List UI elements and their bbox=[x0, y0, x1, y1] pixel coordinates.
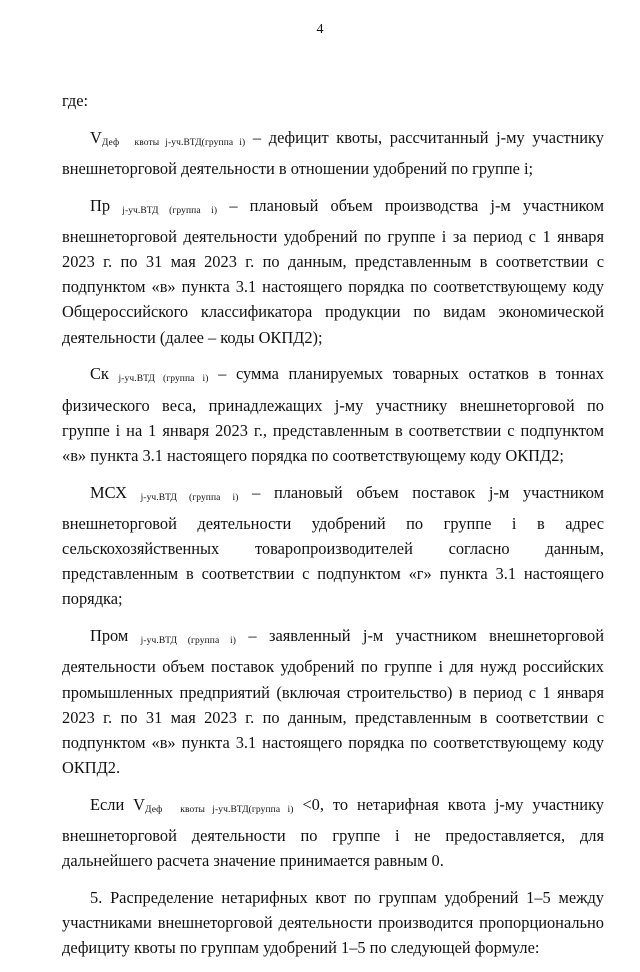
subscript-group: j-уч.ВТД (группа i) bbox=[122, 205, 218, 216]
clause-5: 5. Распределение нетарифных квот по группам удобрений 1–5 между участниками внешнеторговой деятельности производится пропорционально дефициту квоты по группам удобрений 1–5 по следующей формуле: bbox=[62, 887, 604, 958]
symbol-v: V bbox=[133, 794, 146, 814]
subscript-def: Деф bbox=[101, 137, 120, 148]
definition-text: – дефицит квоты, рассчитанный j-му участнику внешнеторговой деятельности в отношении удобрений по группе i; bbox=[62, 127, 604, 178]
definition-deficit bbox=[62, 125, 604, 181]
intro-where: где: bbox=[62, 91, 89, 110]
condition-operator: <0, bbox=[302, 794, 324, 814]
symbol-v: V bbox=[90, 127, 102, 147]
document-body bbox=[62, 88, 604, 972]
definition-text: – сумма планируемых товарных остатков в тоннах физического веса, принадлежащих j-му участнику внешнеторговой по группе i на 1 января 2023 г., представленным в соответствии с подпунктом «в» пункта 3.1 настоящего порядка по соответствующему коду ОКПД2; bbox=[62, 364, 604, 465]
condition-paragraph bbox=[62, 792, 604, 874]
symbol-sk: Ск bbox=[90, 364, 109, 384]
subscript-quota: квоты j-уч.ВТД(группа i) bbox=[134, 137, 246, 148]
definition-production bbox=[62, 193, 604, 350]
definition-stock bbox=[62, 361, 604, 468]
symbol-prom: Пром bbox=[90, 626, 129, 646]
definition-text: – плановый объем поставок j-м участником внешнеторговой деятельности удобрений по группе i в адрес сельскохозяйственных товаропроизводителей согласно данным, представленным в соответствии с подпунктом «г» пункта 3.1 настоящего порядка; bbox=[62, 482, 604, 609]
definition-text: – заявленный j-м участником внешнеторговой деятельности объем поставок удобрений по группе i для нужд российских промышленных предприятий (включая строительство) в период с 1 января 2023 г. по 31 мая 2023 г. по данным, представленным в соответствии с подпунктом «в» пункта 3.1 настоящего порядка по соответствующему коду ОКПД2. bbox=[62, 626, 604, 778]
subscript-def: Деф bbox=[145, 804, 163, 815]
subscript-group: j-уч.ВТД (группа i) bbox=[140, 636, 237, 647]
symbol-msh: МСХ bbox=[90, 482, 127, 502]
subscript-group: j-уч.ВТД (группа i) bbox=[118, 374, 209, 385]
subscript-group: j-уч.ВТД (группа i) bbox=[140, 492, 239, 503]
definition-text: – плановый объем производства j-м участником внешнеторговой деятельности удобрений по группе i за период с 1 января 2023 г. по 31 мая 2023 г. по данным, представленным в соответствии с подпунктом «в» пункта 3.1 настоящего порядка по соответствующему коду Общероссийского классификатора продукции по видам экономической деятельности (далее – коды ОКПД2); bbox=[62, 195, 604, 347]
symbol-pr: Пр bbox=[90, 195, 111, 215]
definition-industrial-supply bbox=[62, 623, 604, 780]
condition-prefix: Если bbox=[90, 794, 134, 814]
subscript-quota: квоты j-уч.ВТД(группа i) bbox=[180, 804, 294, 815]
definition-agri-supply bbox=[62, 480, 604, 612]
condition-text: то нетарифная квота j-му участнику внешнеторговой деятельности по группе i не предоставляется, для дальнейшего расчета значение принимается равным 0. bbox=[62, 794, 605, 871]
page-number: 4 bbox=[316, 22, 324, 37]
